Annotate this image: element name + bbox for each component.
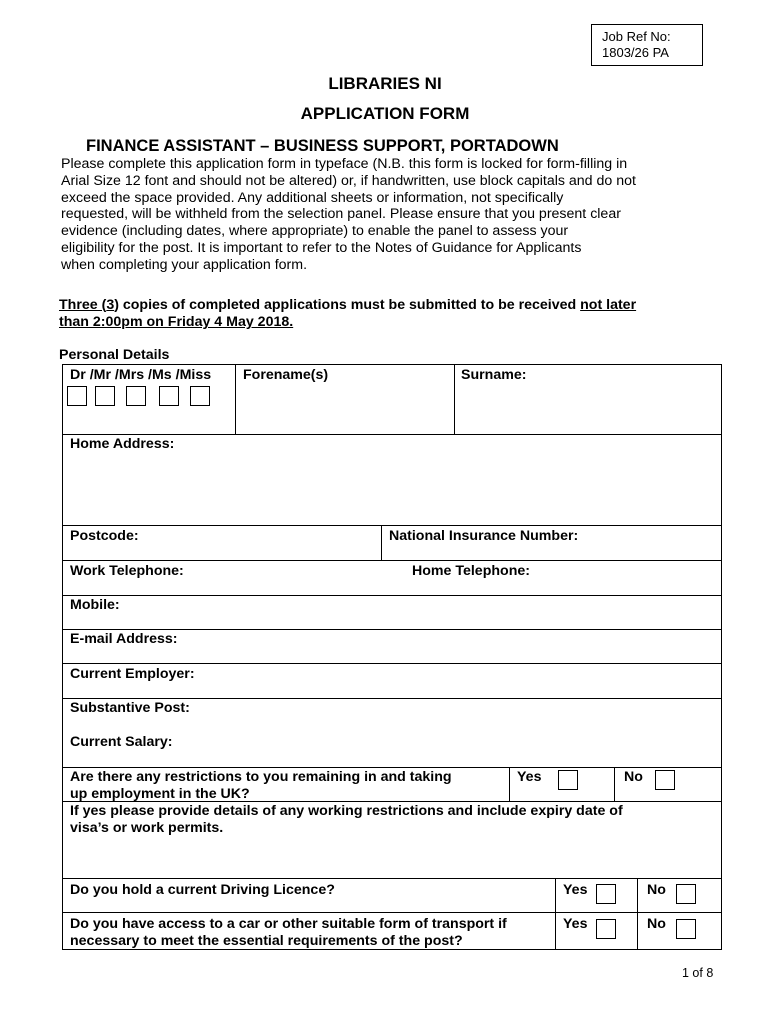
job-ref-label: Job Ref No: [602,29,671,44]
intro-line: Please complete this application form in typeface (N.B. this form is locked for form-filling in [61,156,628,172]
transport-no-label: No [647,916,666,932]
email-label: E-mail Address: [70,631,178,647]
licence-yes-label: Yes [563,882,588,898]
transport-yes-checkbox[interactable] [596,919,616,939]
deadline-part: ) copies of completed applications must be submitted to be received [114,297,581,313]
transport-yes-label: Yes [563,916,588,932]
question-line: up employment in the UK? [70,786,250,802]
transport-no-checkbox[interactable] [676,919,696,939]
job-reference-box [591,24,703,66]
deadline-part: Three ( [59,297,107,313]
deadline-date: than 2:00pm on Friday 4 May 2018. [59,314,294,330]
intro-line: when completing your application form. [61,256,308,273]
transport-question [70,916,507,950]
home-telephone-label: Home Telephone: [412,563,530,579]
deadline-notice [59,297,715,331]
restrictions-yes-label: Yes [517,769,542,785]
restrictions-question [70,769,452,803]
title-checkbox-mrs[interactable] [126,386,146,406]
work-telephone-label: Work Telephone: [70,563,184,579]
intro-line: evidence (including dates, where appropriate) to enable the panel to assess your [61,223,569,240]
intro-line: eligibility for the post. It is important to refer to the Notes of Guidance for Applicants [61,239,582,256]
question-line: If yes please provide details of any working restrictions and include expiry date of [70,803,623,819]
section-title: Personal Details [59,347,170,363]
licence-no-label: No [647,882,666,898]
surname-label: Surname: [461,367,527,383]
title-checkbox-ms[interactable] [159,386,179,406]
intro-line: exceed the space provided. Any additional sheets or information, not specifically [61,189,564,206]
current-salary-label: Current Salary: [70,734,173,750]
licence-yes-checkbox[interactable] [596,884,616,904]
restrictions-no-checkbox[interactable] [655,770,675,790]
substantive-post-label: Substantive Post: [70,700,190,716]
intro-line: requested, will be withheld from the selection panel. Please ensure that you present clear [61,206,621,223]
title-checkbox-dr[interactable] [67,386,87,406]
question-line: Do you have access to a car or other suitable form of transport if [70,916,507,932]
personal-details-form [62,364,722,950]
driving-licence-question: Do you hold a current Driving Licence? [70,882,335,898]
form-title: APPLICATION FORM [300,104,470,123]
postcode-label: Postcode: [70,528,139,544]
restrictions-no-label: No [624,769,643,785]
restrictions-details-label [70,803,623,837]
title-checkbox-miss[interactable] [190,386,210,406]
org-title: LIBRARIES NI [328,74,442,93]
question-line: Are there any restrictions to you remaining in and taking [70,769,452,785]
restrictions-yes-checkbox[interactable] [558,770,578,790]
question-line: necessary to meet the essential requirements of the post? [70,933,463,949]
page-number: 1 of 8 [682,966,714,980]
intro-line: Arial Size 12 font and should not be altered) or, if handwritten, use block capitals and do not [61,172,636,189]
forenames-label: Forename(s) [243,367,329,383]
post-title: FINANCE ASSISTANT – BUSINESS SUPPORT, PORTADOWN [86,137,559,155]
question-line: visa’s or work permits. [70,820,224,836]
mobile-label: Mobile: [70,597,120,613]
title-label: Dr /Mr /Mrs /Ms /Miss [70,367,212,383]
job-ref-value: 1803/26 PA [602,45,669,60]
current-employer-label: Current Employer: [70,666,195,682]
licence-no-checkbox[interactable] [676,884,696,904]
home-address-label: Home Address: [70,436,175,452]
deadline-part: not later [580,297,637,313]
ni-number-label: National Insurance Number: [389,528,579,544]
deadline-part: 3 [106,297,115,313]
title-checkbox-mr[interactable] [95,386,115,406]
intro-paragraph [61,156,717,274]
